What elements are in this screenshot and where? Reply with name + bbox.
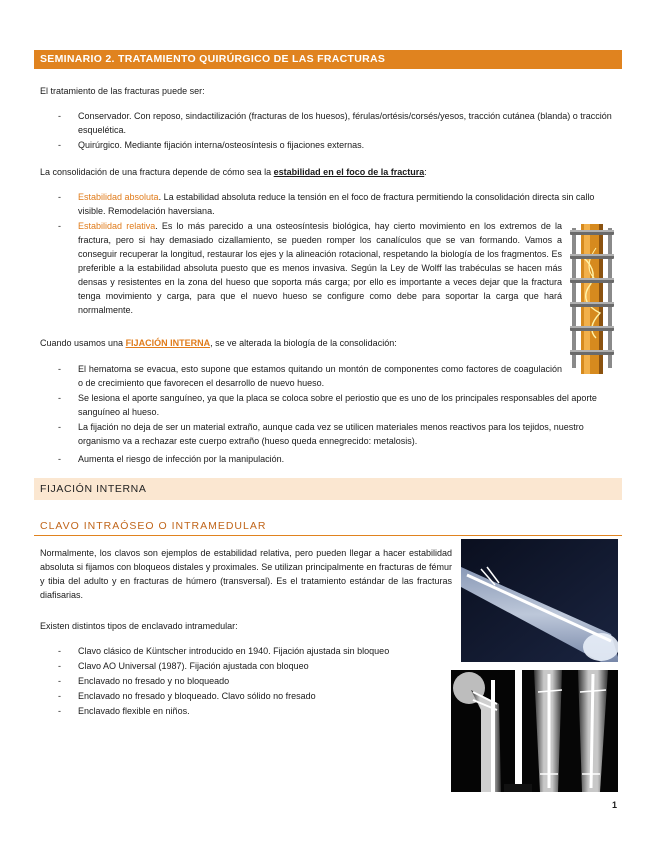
stability-term: Estabilidad absoluta xyxy=(78,192,159,202)
list-item xyxy=(58,362,562,390)
list-item xyxy=(58,452,618,466)
image-caption-block xyxy=(504,784,532,792)
list-item xyxy=(58,138,618,152)
bullet-dash: - xyxy=(58,192,61,202)
stability-term: Estabilidad relativa xyxy=(78,221,156,231)
bullet-dash: - xyxy=(58,691,61,701)
consolidation-lead: La consolidación de una fractura depende de cómo sea la xyxy=(40,167,274,177)
list-item-text: Enclavado no fresado y no bloqueado xyxy=(78,676,230,686)
bullet-dash: - xyxy=(58,111,61,121)
clavo-types-intro: Existen distintos tipos de enclavado intramedular: xyxy=(40,621,238,631)
list-item-text: Clavo clásico de Küntscher introducido en 1940. Fijación ajustada sin bloqueo xyxy=(78,646,390,656)
list-item xyxy=(58,644,390,658)
bullet-dash: - xyxy=(58,364,61,374)
list-item-text: Quirúrgico. Mediante fijación interna/osteosíntesis o fijaciones externas. xyxy=(78,140,365,150)
list-item-text: Clavo AO Universal (1987). Fijación ajustada con bloqueo xyxy=(78,661,309,671)
bone-fixation-illustration xyxy=(566,218,618,378)
xray-humerus-image xyxy=(461,539,618,662)
fijacion-intro-tail: , se ve alterada la biología de la consolidación: xyxy=(210,338,397,348)
section-heading-clavo: CLAVO INTRAÓSEO O INTRAMEDULAR xyxy=(34,516,622,536)
bullet-dash: - xyxy=(58,454,61,464)
list-item-text: La fijación no deja de ser un material extraño, aunque cada vez se utilicen materiales menos reactivos para los tejidos, nuestro organismo va a rechazar este cuerpo extraño (hueso queda ennegrecido: metalosis). xyxy=(78,422,584,446)
list-item xyxy=(58,391,618,419)
list-item-text: Enclavado flexible en niños. xyxy=(78,706,190,716)
list-item-text: Conservador. Con reposo, sindactilización (fracturas de los huesos), férulas/ortésis/corsés/yesos, tracción cutánea (blanda) o tracción esquelética. xyxy=(78,111,612,135)
bullet-dash: - xyxy=(58,661,61,671)
stability-text: . Es lo más parecido a una osteosíntesis biológica, hay cierto movimiento en los extremos de la fractura, pero si hay demasiado cizallamiento, se pueden romper los canalículos que se van formando. Vamos a conseguir recuperar la longitud, restaurar los ejes y la alineación rotacional, respetando la biología de los fragmentos. Es preferible a la estabilidad absoluta puesto que es menos invasiva. Según la Ley de Wolff las trabéculas se hacen más densas y resistentes en la zona del hueso que soporta más carga; por ello es importante a veces dejar que la fractura tenga movimiento y carga, para que el nuevo hueso se configure como debe para soportar la carga que hará normalmente. xyxy=(78,221,562,315)
bullet-dash: - xyxy=(58,140,61,150)
section-heading-fijacion: FIJACIÓN INTERNA xyxy=(34,478,622,500)
consolidation-text xyxy=(40,165,427,179)
list-item xyxy=(58,704,190,718)
consolidation-link[interactable]: estabilidad en el foco de la fractura xyxy=(273,167,425,177)
bullet-dash: - xyxy=(58,676,61,686)
page-number: 1 xyxy=(611,800,617,810)
bullet-dash: - xyxy=(58,393,61,403)
clavo-paragraph: Normalmente, los clavos son ejemplos de estabilidad relativa, pero pueden llegar a hacer estabilidad absoluta si fijamos con bloqueos distales y proximales. Se utilizan principalmente en fracturas de fémur y tibia del adulto y en fracturas de húmero (transversal). Es el tratamiento estándar de las fracturas diafisarias. xyxy=(40,548,452,600)
bullet-dash: - xyxy=(58,646,61,656)
list-item xyxy=(58,109,618,137)
list-item xyxy=(58,219,562,317)
list-item xyxy=(58,659,309,673)
intro-text: El tratamiento de las fracturas puede ser: xyxy=(40,86,205,96)
bullet-dash: - xyxy=(58,422,61,432)
fijacion-intro xyxy=(40,336,397,350)
list-item xyxy=(58,674,230,688)
fijacion-intro-lead: Cuando usamos una xyxy=(40,338,126,348)
bullet-dash: - xyxy=(58,706,61,716)
list-item xyxy=(58,190,618,218)
xray-tibia-image xyxy=(522,670,618,792)
list-item-text: Se lesiona el aporte sanguíneo, ya que la placa se coloca sobre el periostio que es uno de los principales responsables del aporte sanguíneo al hueso. xyxy=(78,393,597,417)
fijacion-interna-link[interactable]: FIJACIÓN INTERNA xyxy=(125,338,211,348)
xray-femur-image xyxy=(451,670,515,792)
list-item xyxy=(58,689,316,703)
list-item-text: Aumenta el riesgo de infección por la manipulación. xyxy=(78,454,285,464)
list-item-text: El hematoma se evacua, esto supone que estamos quitando un montón de componentes como factores de coagulación o de crecimiento que favorecen el desarrollo de nuevo hueso. xyxy=(78,364,562,388)
document-title: SEMINARIO 2. TRATAMIENTO QUIRÚRGICO DE LAS FRACTURAS xyxy=(34,50,622,69)
stability-text: . La estabilidad absoluta reduce la tensión en el foco de fractura permitiendo la consolidación directa sin callo visible. Remodelación haversiana. xyxy=(78,192,595,216)
list-item xyxy=(58,420,618,448)
consolidation-tail: : xyxy=(424,167,427,177)
list-item-text: Enclavado no fresado y bloqueado. Clavo sólido no fresado xyxy=(78,691,316,701)
bullet-dash: - xyxy=(58,221,61,231)
